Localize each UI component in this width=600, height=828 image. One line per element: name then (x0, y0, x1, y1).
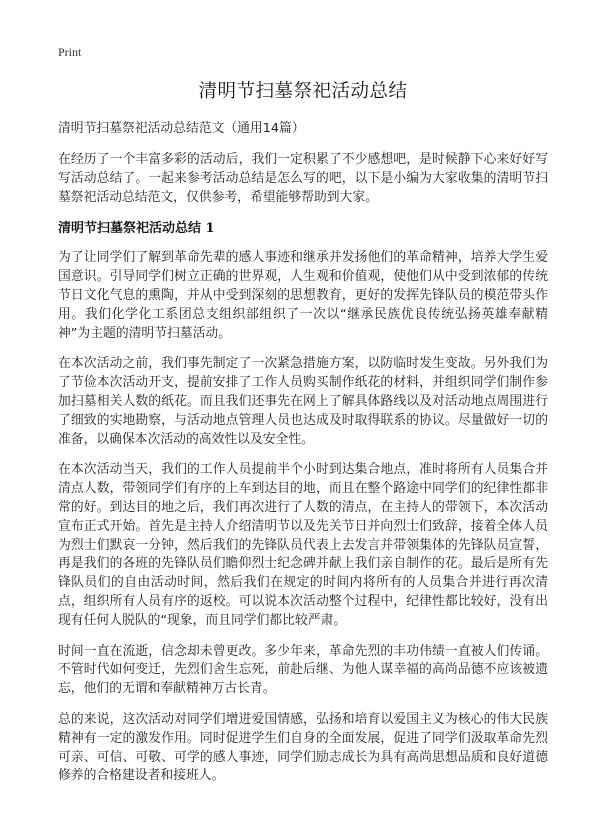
body-paragraph-4: 时间一直在流逝，信念却未曾更改。多少年来，革命先烈的丰功伟绩一直被人们传诵。不管时代如何变迁，先烈们舍生忘死，前赴后继、为他人谋幸福的高尚品德不应该被遗忘，他们的无谓和奉献精神万古长青。 (58, 643, 548, 697)
body-paragraph-2: 在本次活动之前，我们事先制定了一次紧急措施方案，以防临时发生变故。另外我们为了节俭本次活动开支，提前安排了工作人员购买制作纸花的材料，并组织同学们制作参加扫墓相关人数的纸花。而且我们还事先在网上了解具体路线以及对活动地点周围进行了细致的实地勘察，与活动地点管理人员也达成及时取得联系的协议。尽量做好一切的准备，以确保本次活动的高效性以及安全性。 (58, 356, 548, 447)
print-link[interactable]: Print (58, 45, 82, 59)
body-paragraph-5: 总的来说，这次活动对同学们增进爱国情感，弘扬和培育以爱国主义为核心的伟大民族精神有一定的激发作用。同时促进学生们自身的全面发展，促进了同学们汲取革命先烈可亲、可信、可敬、可学的感人事迹，同学们励志成长为具有高尚思想品质和良好道德修养的合格建设者和接班人。 (58, 711, 548, 784)
page-title: 清明节扫墓祭祀活动总结 (198, 81, 408, 102)
document-subtitle: 清明节扫墓祭祀活动总结范文（通用14篇） (58, 121, 305, 136)
section-heading: 清明节扫墓祭祀活动总结 1 (58, 221, 215, 237)
body-paragraph-1: 为了让同学们了解到革命先辈的感人事迹和继承并发扬他们的革命精神，培养大学生爱国意识。引导同学们树立正确的世界观，人生观和价值观，使他们从中受到浓郁的传统节日文化气息的熏陶，并从中受到深刻的思想教育，更好的发挥先锋队员的模范带头作用。我们化学化工系团总支组织部组织了一次以“继承民族优良传统弘扬英雄奉献精神”为主题的清明节扫墓活动。 (58, 250, 548, 341)
intro-paragraph: 在经历了一个丰富多彩的活动后，我们一定积累了不少感想吧，是时候静下心来好好写写活动总结了。一起来参考活动总结是怎么写的吧，以下是小编为大家收集的清明节扫墓祭祀活动总结范文，仅供参考，希望能够帮助到大家。 (58, 152, 548, 205)
body-paragraph-3: 在本次活动当天，我们的工作人员提前半个小时到达集合地点，准时将所有人员集合并清点人数，带领同学们有序的上车到达目的地，而且在整个路途中同学们的纪律性都非常的好。到达目的地之后，我们再次进行了人数的清点，在主持人的带领下，本次活动宣布正式开始。首先是主持人介绍清明节以及先关节日并向烈士们致辞，接着全体人员为烈士们默哀一分钟，然后我们的先锋队员代表上去发言并带领集体的先锋队员宣誓，再是我们的各班的先锋队员们瞻仰烈士纪念碑并献上我们亲自制作的花。最后是所有先锋队员们的自由活动时间，然后我们在规定的时间内将所有的人员集合并进行再次清点，组织所有人员有序的返校。可以说本次活动整个过程中，纪律性都比较好，没有出现有任何人脱队的“现象，而且同学们都比较严肃。 (58, 462, 548, 628)
